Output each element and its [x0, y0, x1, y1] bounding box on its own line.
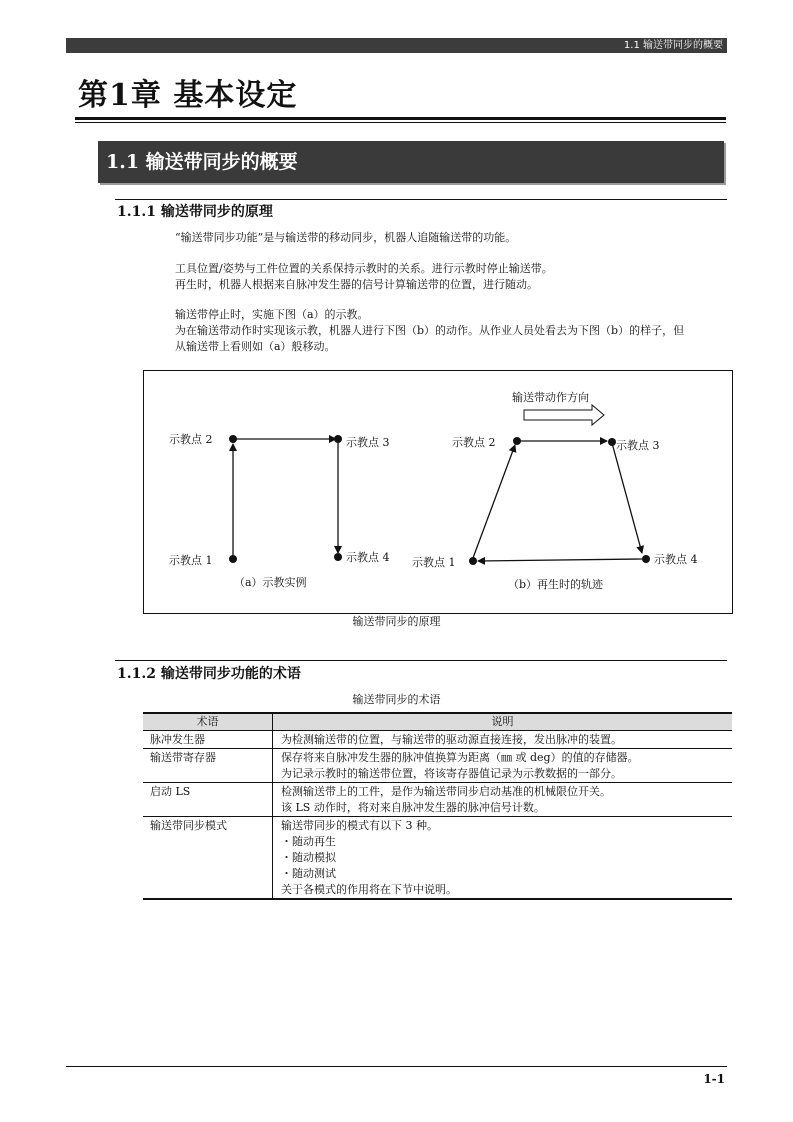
term-cell: 输送带同步模式 [150, 819, 227, 832]
desc-cell [281, 817, 732, 898]
desc-line: ・随动再生 [281, 835, 336, 848]
teach-point-4-label: 示教点 4 [346, 551, 390, 564]
desc-cell [281, 731, 732, 748]
section-heading-bar [98, 141, 724, 183]
diagram-a [169, 432, 390, 589]
terms-table [143, 712, 732, 900]
table-caption: 输送带同步的术语 [352, 693, 441, 706]
running-header-bar [66, 38, 727, 53]
chapter-title: 第1章 基本设定 [78, 78, 298, 113]
teach-point-3-dot [334, 435, 342, 443]
desc-line: 为记录示教时的输送带位置，将该寄存器值记录为示教数据的一部分。 [281, 767, 622, 780]
teach-point-2-dot [229, 435, 237, 443]
desc-line: 保存将来自脉冲发生器的脉冲值换算为距离（㎜ 或 deg）的值的存储器。 [281, 751, 639, 764]
diagram-b [412, 390, 698, 591]
chapter-rule-thick [75, 117, 726, 120]
paragraph: 再生时，机器人根据来自脉冲发生器的信号计算输送带的位置，进行随动。 [175, 278, 538, 291]
table-header-row [143, 712, 732, 731]
term-cell: 脉冲发生器 [150, 733, 205, 746]
paragraph: 从输送带上看则如（a）般移动。 [175, 340, 336, 353]
paragraph: 为在输送带动作时实现该示教，机器人进行下图（b）的动作。从作业人员处看去为下图（b）的样子，但 [175, 324, 685, 337]
subsection-rule-1 [115, 199, 727, 200]
table-row [143, 817, 732, 900]
footer-rule [66, 1066, 727, 1067]
desc-cell [281, 783, 732, 816]
teach-point-2-label: 示教点 2 [452, 436, 496, 449]
principle-figure [143, 370, 733, 614]
path-arrow-3-4 [612, 443, 642, 553]
desc-line: 为检测输送带的位置，与输送带的驱动源直接连接，发出脉冲的装置。 [281, 733, 622, 746]
chapter-rule-thin [75, 122, 726, 123]
teach-point-1-label: 示教点 1 [412, 556, 456, 569]
table-row [143, 749, 732, 783]
conveyor-direction-arrow [524, 405, 604, 425]
teach-point-1-dot [469, 557, 477, 565]
diagram-b-caption: （b）再生时的轨迹 [508, 578, 604, 591]
term-cell: 输送带寄存器 [150, 751, 216, 764]
principle-diagram [144, 371, 734, 615]
conveyor-direction-label: 输送带动作方向 [512, 391, 589, 404]
paragraph: “输送带同步功能”是与输送带的移动同步，机器人追随输送带的功能。 [175, 231, 517, 244]
subsection-title-1: 1.1.1 输送带同步的原理 [117, 204, 273, 220]
teach-point-3-label: 示教点 3 [616, 439, 660, 452]
term-cell: 启动 LS [150, 785, 191, 798]
running-header-title: 1.1 输送带同步的概要 [623, 40, 723, 51]
subsection-rule-2 [115, 660, 727, 661]
subsection-title-2: 1.1.2 输送带同步功能的术语 [117, 666, 301, 682]
desc-line: 关于各模式的作用将在下节中说明。 [281, 883, 457, 896]
table-row [143, 783, 732, 817]
desc-line: ・随动测试 [281, 867, 336, 880]
section-title: 1.1 输送带同步的概要 [106, 151, 298, 173]
desc-line: 输送带同步的模式有以下 3 种。 [281, 819, 438, 832]
teach-point-3-dot [608, 438, 616, 446]
teach-point-4-label: 示教点 4 [654, 553, 698, 566]
table-header-term: 术语 [196, 715, 219, 728]
teach-point-4-dot [642, 555, 650, 563]
path-arrow-1-2 [473, 445, 515, 558]
figure-caption: 输送带同步的原理 [352, 615, 441, 628]
paragraph: 输送带停止时，实施下图（a）的示教。 [175, 308, 369, 321]
diagram-a-caption: （a）示教实例 [234, 576, 307, 589]
teach-point-2-label: 示教点 2 [169, 433, 213, 446]
desc-line: ・随动模拟 [281, 851, 336, 864]
teach-point-1-dot [229, 555, 237, 563]
teach-point-1-label: 示教点 1 [169, 554, 213, 567]
table-header-desc: 说明 [491, 715, 514, 728]
desc-cell [281, 749, 732, 782]
table-row [143, 731, 732, 749]
desc-line: 检测输送带上的工件，是作为输送带同步启动基准的机械限位开关。 [281, 785, 611, 798]
teach-point-4-dot [334, 553, 342, 561]
path-arrow-4-1 [478, 559, 642, 561]
page-number: 1-1 [703, 1072, 725, 1086]
teach-point-3-label: 示教点 3 [346, 436, 390, 449]
paragraph: 工具位置/姿势与工件位置的关系保持示教时的关系。进行示教时停止输送带。 [175, 262, 553, 275]
desc-line: 该 LS 动作时，将对来自脉冲发生器的脉冲信号计数。 [281, 801, 545, 814]
teach-point-2-dot [513, 437, 521, 445]
